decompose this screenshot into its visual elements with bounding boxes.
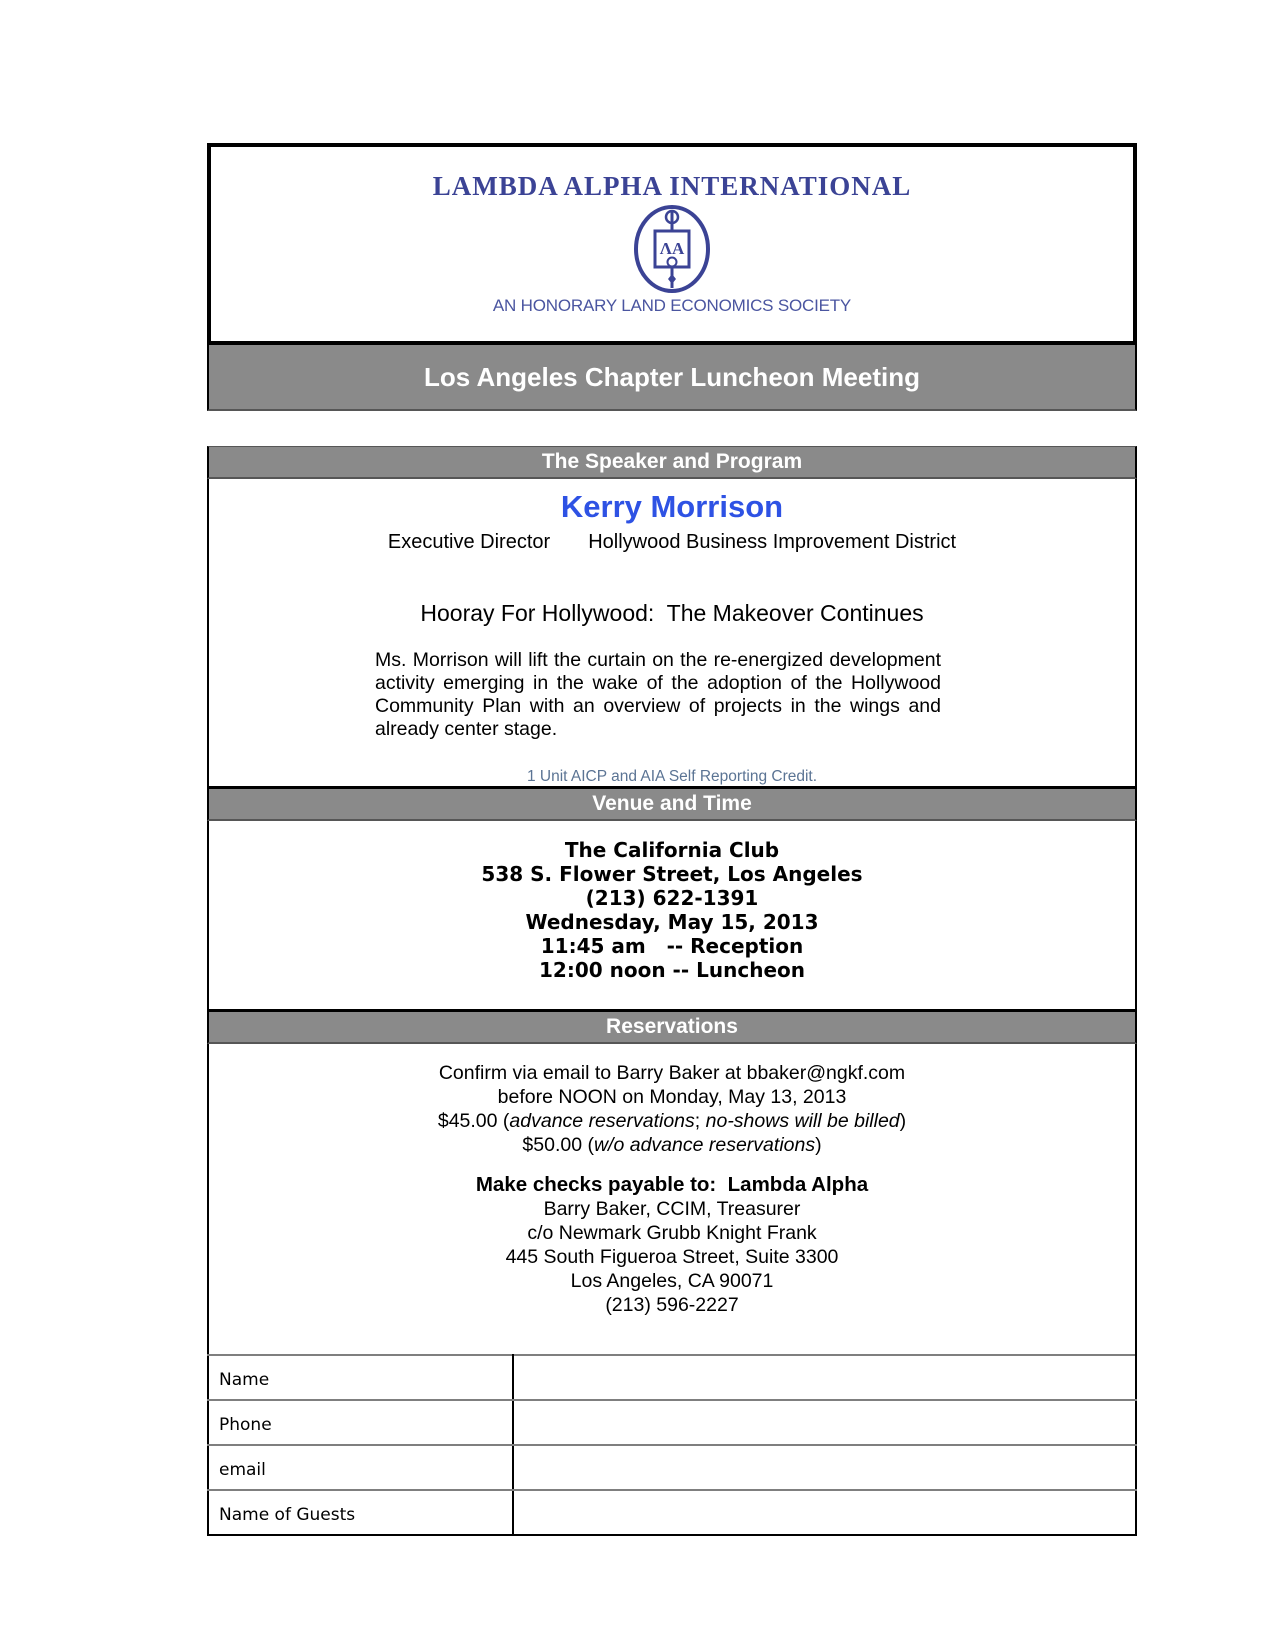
venue-phone: (213) 622-1391 — [585, 886, 759, 910]
speaker-title: Executive Director — [387, 531, 551, 553]
guests-label: Name of Guests — [208, 1490, 513, 1535]
price-text: ) — [815, 1134, 822, 1156]
reservations-section-banner — [207, 1009, 1137, 1044]
org-header-box — [207, 143, 1137, 345]
talk-description: Ms. Morrison will lift the curtain on the re-energized development activity emerging in the wake of the adoption of the Hollywood Community Plan with an overview of projects in the wings and already center stage. — [375, 649, 941, 740]
treasurer-line: Barry Baker, CCIM, Treasurer — [543, 1198, 801, 1220]
org-name: LAMBDA ALPHA INTERNATIONAL — [432, 171, 912, 201]
speaker-subtitle — [209, 531, 1135, 554]
table-row — [208, 1490, 1136, 1535]
price-text-italic: w/o advance reservations — [593, 1134, 816, 1156]
reception-time: 11:45 am -- Reception — [540, 934, 804, 958]
logo-monogram: ΛΑ — [659, 239, 685, 258]
price-text-italic: no-shows will be billed — [705, 1110, 900, 1132]
email-field[interactable] — [513, 1445, 1136, 1490]
table-row — [208, 1445, 1136, 1490]
table-row — [208, 1400, 1136, 1445]
spacer — [207, 411, 1137, 446]
advance-price-line — [209, 1109, 1135, 1133]
credit-note: 1 Unit AICP and AIA Self Reporting Credit. — [526, 768, 818, 785]
org-tagline: AN HONORARY LAND ECONOMICS SOCIETY — [492, 296, 852, 315]
speaker-section — [207, 479, 1137, 786]
event-date: Wednesday, May 15, 2013 — [525, 910, 819, 934]
deadline-line: before NOON on Monday, May 13, 2013 — [497, 1086, 847, 1108]
meeting-title-banner — [207, 345, 1137, 411]
table-row — [208, 1355, 1136, 1400]
name-label: Name — [208, 1355, 513, 1400]
payee-phone-line: (213) 596-2227 — [605, 1294, 739, 1316]
price-text-italic: advance reservations — [509, 1110, 695, 1132]
price-text: ; — [694, 1110, 706, 1132]
venue-section — [207, 821, 1137, 1009]
care-of-line: c/o Newmark Grubb Knight Frank — [527, 1222, 817, 1244]
price-text: $45.00 ( — [437, 1110, 510, 1132]
venue-name: The California Club — [564, 838, 780, 862]
phone-field[interactable] — [513, 1400, 1136, 1445]
payee-city-line: Los Angeles, CA 90071 — [570, 1270, 774, 1292]
payee-street-line: 445 South Figueroa Street, Suite 3300 — [505, 1246, 839, 1268]
speaker-section-banner — [207, 446, 1137, 479]
speaker-organization: Hollywood Business Improvement District — [588, 531, 957, 553]
talk-title: Hooray For Hollywood: The Makeover Continues — [420, 600, 924, 626]
email-label: email — [208, 1445, 513, 1490]
speaker-section-heading: The Speaker and Program — [541, 450, 803, 473]
checks-payable-line: Make checks payable to: Lambda Alpha — [475, 1173, 869, 1196]
price-text: $50.00 ( — [522, 1134, 594, 1156]
name-field[interactable] — [513, 1355, 1136, 1400]
lambda-alpha-logo-icon — [626, 204, 718, 294]
reservation-form-table — [207, 1354, 1137, 1536]
luncheon-time: 12:00 noon -- Luncheon — [539, 958, 805, 982]
venue-section-banner — [207, 786, 1137, 821]
confirm-line: Confirm via email to Barry Baker at bbaker@ngkf.com — [438, 1062, 906, 1084]
reservations-section-heading: Reservations — [606, 1015, 738, 1038]
guests-field[interactable] — [513, 1490, 1136, 1535]
venue-address: 538 S. Flower Street, Los Angeles — [481, 862, 863, 886]
phone-label: Phone — [208, 1400, 513, 1445]
meeting-title: Los Angeles Chapter Luncheon Meeting — [424, 361, 920, 392]
venue-section-heading: Venue and Time — [592, 792, 752, 815]
speaker-name: Kerry Morrison — [560, 489, 784, 524]
price-text: ) — [899, 1110, 907, 1132]
luncheon-flyer — [207, 143, 1137, 1536]
walkin-price-line — [209, 1133, 1135, 1157]
reservations-section — [207, 1044, 1137, 1354]
